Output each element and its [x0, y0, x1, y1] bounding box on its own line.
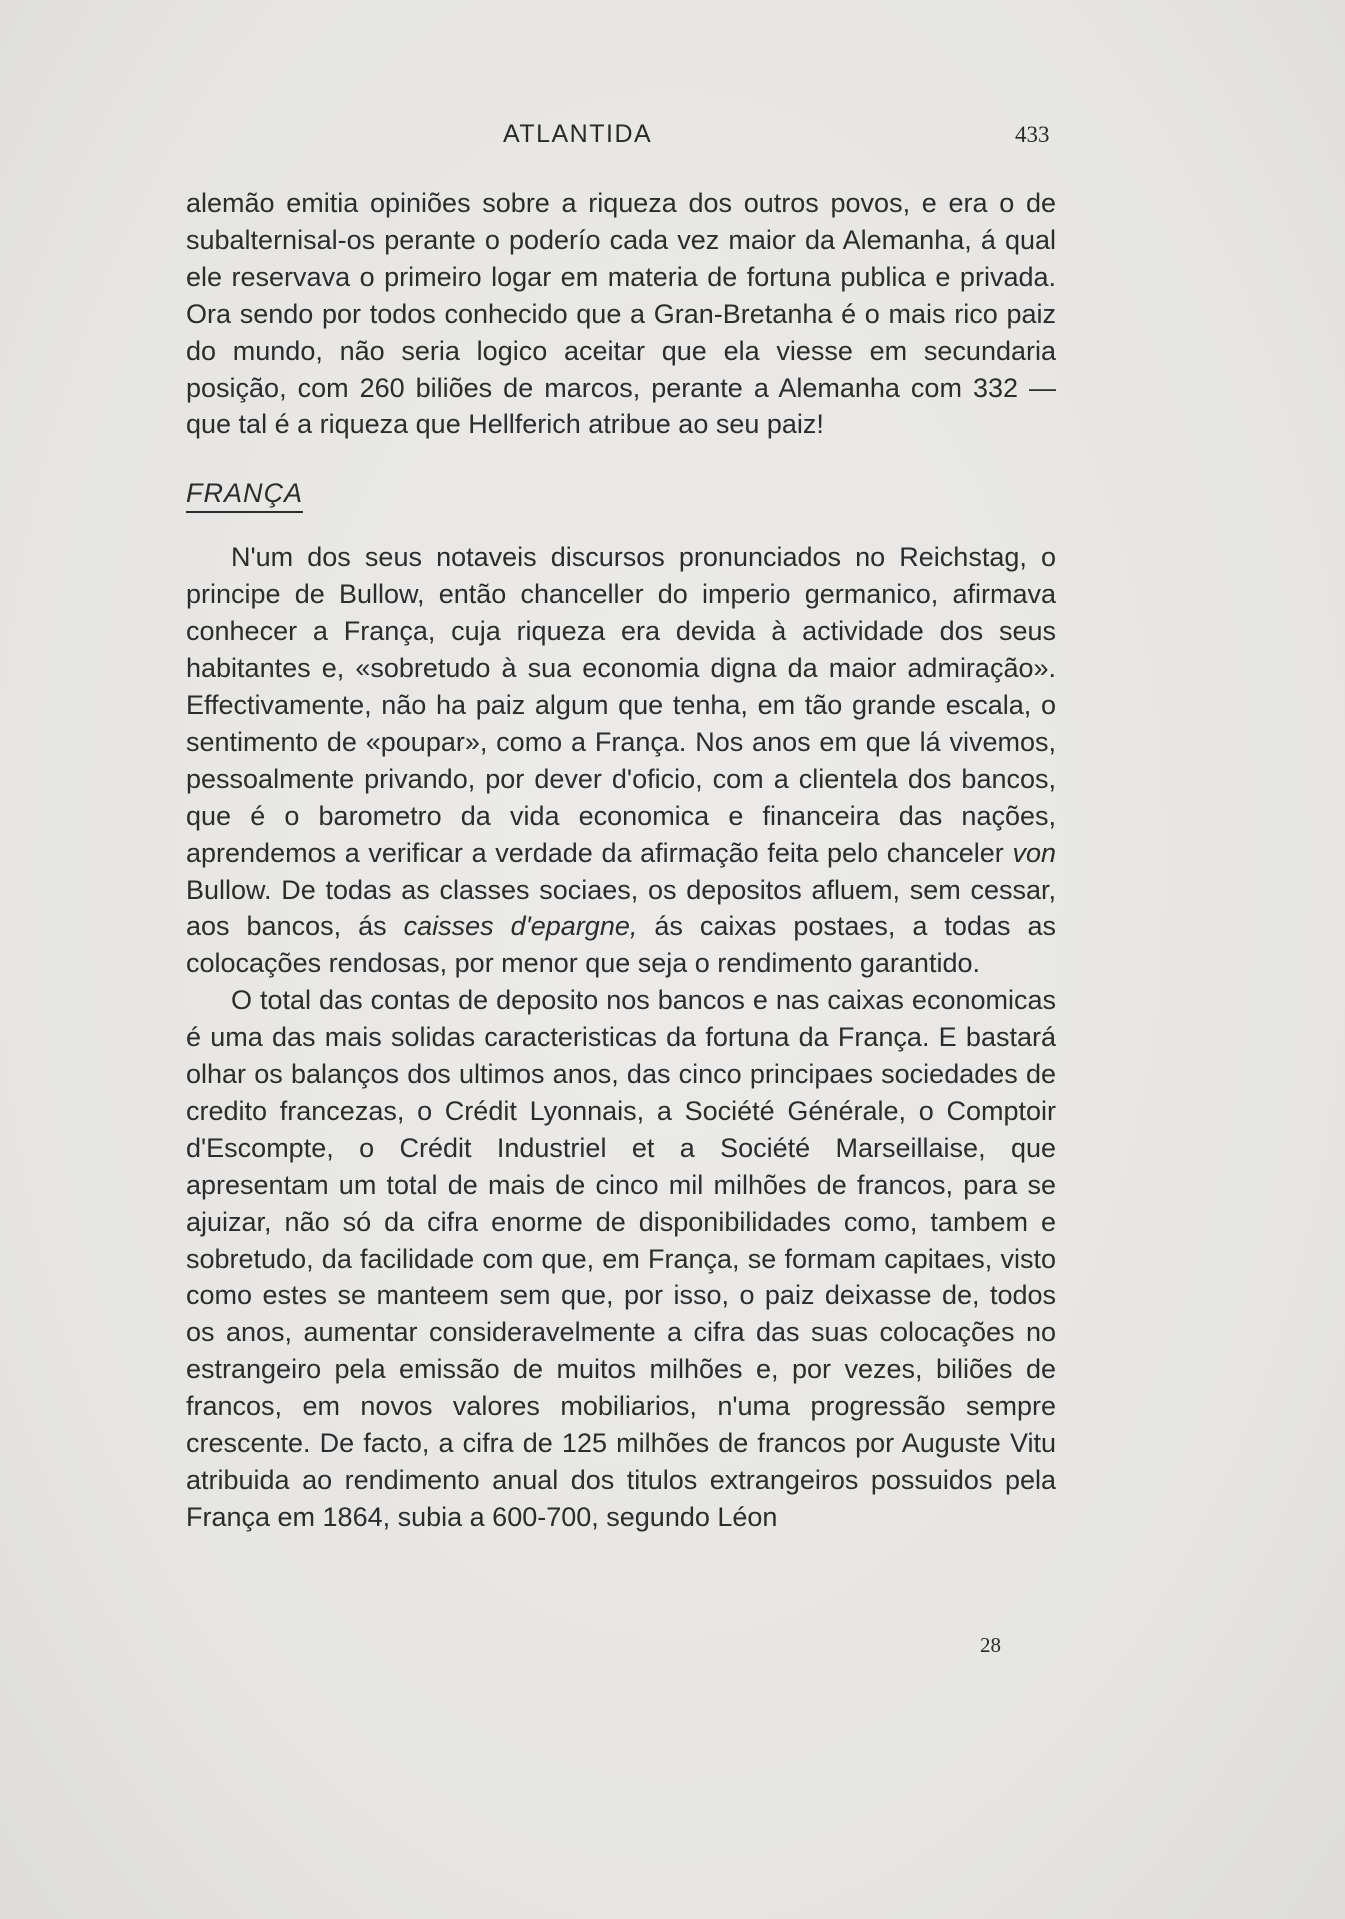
body-text — [186, 185, 1056, 1536]
paragraph-2-italic-von: von — [1012, 837, 1056, 868]
paragraph-2-italic-caisses: caisses d'epargne, — [403, 911, 638, 942]
paragraph-2 — [186, 539, 1056, 982]
section-heading-wrap — [186, 443, 1056, 539]
signature-mark: 28 — [980, 1633, 1001, 1657]
page-number: 433 — [1015, 122, 1050, 147]
running-head — [0, 120, 1345, 156]
paragraph-1: alemão emitia opiniões sobre a riqueza dos outros povos, e era o de subalternisal-os perante o poderío cada vez maior da Alemanha, á qual ele reservava o primeiro logar em materia de fortuna publica e privada. Ora sendo por todos conhecido que a Gran-Bretanha é o mais rico paiz do mundo, não seria logico aceitar que ela viesse em secundaria posição, com 260 biliões de marcos, perante a Alemanha com 332 — que tal é a riqueza que Hellferich atribue ao seu paiz! — [186, 188, 1056, 440]
paragraph-3: O total das contas de deposito nos bancos e nas caixas economicas é uma das mais solidas caracteristicas da fortuna da França. E bastará olhar os balanços dos ultimos anos, das cinco principaes sociedades de credito francezas, o Crédit Lyonnais, a Société Générale, o Comptoir d'Escompte, o Crédit Industriel et a Société Marseillaise, que apresentam um total de mais de cinco mil milhões de francos, para se ajuizar, não só da cifra enorme de disponibilidades como, tambem e sobretudo, da facilidade com que, em França, se formam capitaes, visto como estes se manteem sem que, por isso, o paiz deixasse de, todos os anos, aumentar consideravelmente a cifra das suas colocações no estrangeiro pela emissão de muitos milhões e, por vezes, biliões de francos, em novos valores mobiliarios, n'uma progressão sempre crescente. De facto, a cifra de 125 milhões de francos por Auguste Vitu atribuida ao rendimento anual dos titulos extrangeiros possuidos pela França em 1864, subia a 600-700, segundo Léon — [186, 985, 1056, 1532]
paragraph-2-text-a: N'um dos seus notaveis discursos pronunciados no Reichstag, o principe de Bullow, então chanceller do imperio germanico, afirmava conhecer a França, cuja riqueza era devida à actividade dos seus habitantes e, «sobretudo à sua economia digna da maior admiração». Effectivamente, não ha paiz algum que tenha, em tão grande escala, o sentimento de «poupar», como a França. Nos anos em que lá vivemos, pessoalmente privando, por dever d'oficio, com a clientela dos bancos, que é o barometro da vida economica e financeira das nações, aprendemos a verificar a verdade da afirmação feita pelo chanceler — [186, 542, 1056, 868]
section-heading: FRANÇA — [186, 477, 303, 513]
paragraph-2-text-b: Bullow. De todas as classes sociaes, os depositos afluem, sem cessar, aos bancos, ás — [186, 874, 1056, 942]
paragraph-2-text-c: ás caixas postaes, a todas as colocações rendosas, por menor que seja o rendimento garantido. — [186, 911, 1056, 979]
running-title: ATLANTIDA — [503, 120, 653, 148]
